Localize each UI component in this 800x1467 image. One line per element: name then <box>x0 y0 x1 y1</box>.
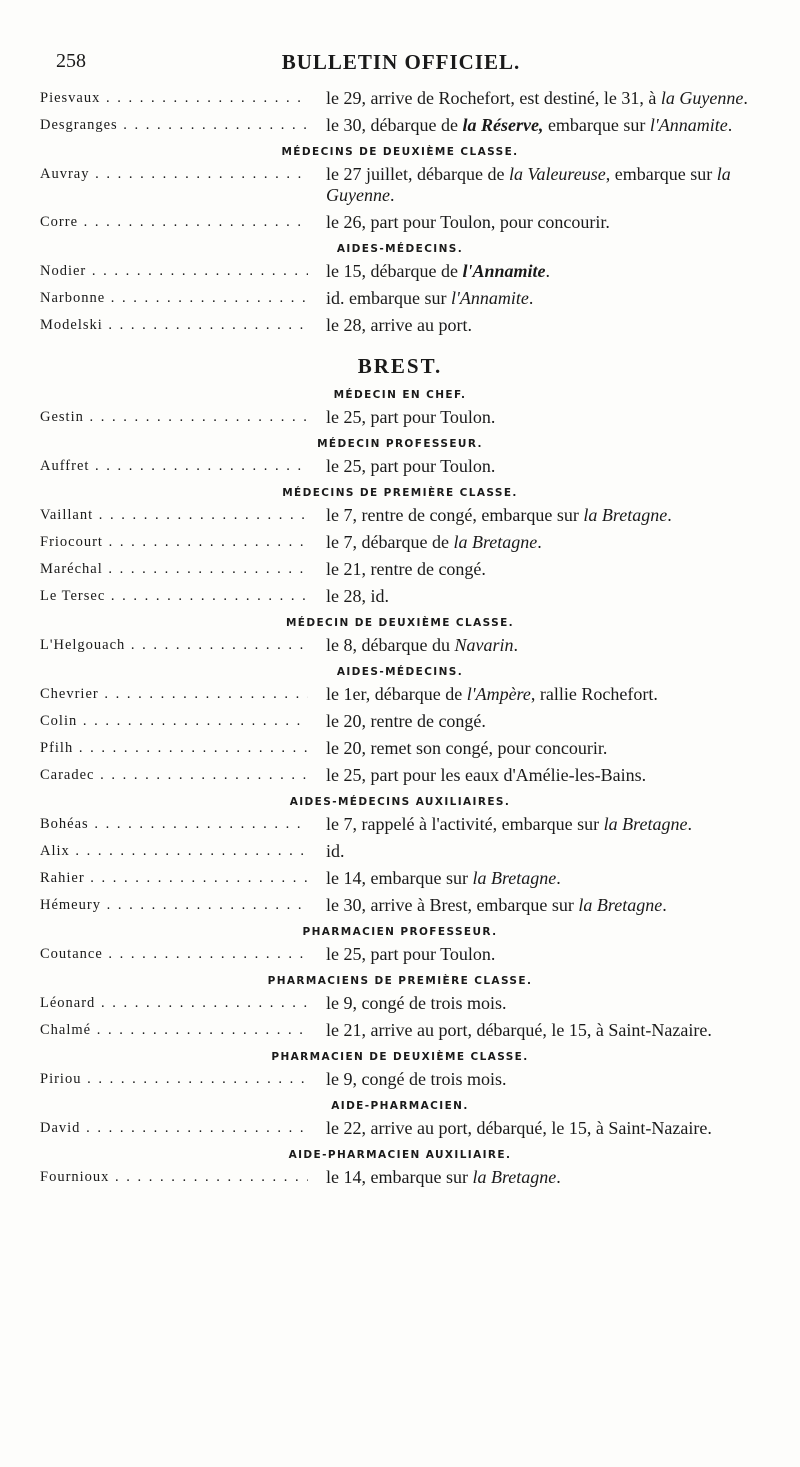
entry-text-part: le 28, arrive au port. <box>326 315 472 335</box>
entry-text-part: . <box>545 261 550 281</box>
ship-name: la Guyenne <box>326 164 731 205</box>
section-heading: MÉDECIN EN CHEF. <box>333 389 467 401</box>
personnel-entry <box>40 407 760 428</box>
section-heading: PHARMACIENS DE PREMIÈRE CLASSE. <box>267 975 533 987</box>
entry-text <box>326 993 760 1014</box>
entry-text-part: . <box>662 895 667 915</box>
entry-text <box>326 164 760 206</box>
entry-text-part: le 9, congé de trois mois. <box>326 993 507 1013</box>
ship-name: l'Ampère <box>466 684 531 704</box>
section-heading: AIDE-PHARMACIEN. <box>331 1100 469 1112</box>
entry-text-part: le 30, arrive à Brest, embarque sur <box>326 895 579 915</box>
entry-text-part: le 15, débarque de <box>326 261 463 281</box>
personnel-entry <box>40 993 760 1014</box>
entry-text <box>326 635 760 656</box>
entry-text-part: . <box>687 814 692 834</box>
personnel-entry <box>40 586 760 607</box>
personnel-entry <box>40 738 760 759</box>
ship-name: Navarin <box>454 635 514 655</box>
personnel-entry <box>40 88 760 109</box>
officer-name: Chalmé . . . <box>40 1020 308 1041</box>
personnel-entry <box>40 895 760 916</box>
entry-text <box>326 505 760 526</box>
entry-text <box>326 841 760 862</box>
entry-text <box>326 1020 760 1041</box>
entry-text <box>326 814 760 835</box>
personnel-entry <box>40 711 760 732</box>
entry-text <box>326 212 760 233</box>
entry-text-part: le 9, congé de trois mois. <box>326 1069 507 1089</box>
ship-name: la Bretagne <box>578 895 663 915</box>
personnel-entry <box>40 1167 760 1188</box>
entry-text-part: . <box>556 868 561 888</box>
officer-name: Pfilh . . . <box>40 738 308 759</box>
officer-name: Coutance . . . <box>40 944 308 965</box>
officer-name: Modelski . . . <box>40 315 308 336</box>
entry-text-part: le 25, part pour les eaux d'Amélie-les-Bains. <box>326 765 647 785</box>
officer-name: Auvray . . . <box>40 164 308 185</box>
personnel-entry <box>40 261 760 282</box>
page-number: 258 <box>56 50 86 72</box>
entry-text-part: . <box>727 115 733 135</box>
officer-name: Friocourt . . . <box>40 532 308 553</box>
personnel-entry <box>40 841 760 862</box>
entry-text-part: le 25, part pour Toulon. <box>326 944 496 964</box>
ship-name: l'Annamite <box>649 115 728 135</box>
entry-text-part: . <box>556 1167 561 1187</box>
entry-text-part: le 21, arrive au port, débarqué, le 15, à Saint-Nazaire. <box>326 1020 712 1040</box>
entry-text <box>326 115 760 136</box>
entry-text <box>326 1069 760 1090</box>
entry-text-part: le 14, embarque sur <box>326 868 473 888</box>
entry-text-part: . <box>537 532 542 552</box>
section-heading: AIDE-PHARMACIEN AUXILIAIRE. <box>288 1149 512 1161</box>
officer-name: Auffret . . . <box>40 456 308 477</box>
personnel-entry <box>40 456 760 477</box>
entry-text-part: , rallie Rochefort. <box>530 684 658 704</box>
entry-text <box>326 895 760 916</box>
entry-text-part: id. <box>326 841 345 861</box>
section-heading: MÉDECIN DE DEUXIÈME CLASSE. <box>285 617 515 629</box>
personnel-entry <box>40 1118 760 1139</box>
personnel-entry <box>40 635 760 656</box>
entry-text <box>326 407 760 428</box>
entry-text-part: le 21, rentre de congé. <box>326 559 486 579</box>
officer-name: Corre . . . <box>40 212 308 233</box>
section-heading: PHARMACIEN PROFESSEUR. <box>302 926 498 938</box>
personnel-entry <box>40 288 760 309</box>
officer-name: Gestin . . . <box>40 407 308 428</box>
section-heading: PHARMACIEN DE DEUXIÈME CLASSE. <box>271 1051 529 1063</box>
personnel-entry <box>40 1069 760 1090</box>
officer-name: Narbonne . . . <box>40 288 308 309</box>
document-body <box>40 88 760 1194</box>
entry-text <box>326 586 760 607</box>
personnel-entry <box>40 164 760 206</box>
entry-text-part: le 14, embarque sur <box>326 1167 473 1187</box>
entry-text <box>326 711 760 732</box>
personnel-entry <box>40 532 760 553</box>
officer-name: Hémeury . . . <box>40 895 308 916</box>
officer-name: Le Tersec . . . <box>40 586 308 607</box>
section-heading: MÉDECINS DE DEUXIÈME CLASSE. <box>281 146 519 158</box>
ship-name: l'Annamite <box>450 288 529 308</box>
entry-text-part: le 30, débarque de <box>326 115 463 135</box>
section-heading: AIDES-MÉDECINS AUXILIAIRES. <box>289 796 511 808</box>
entry-text-part: le 1er, débarque de <box>326 684 467 704</box>
personnel-entry <box>40 115 760 136</box>
entry-text-part: le 7, rappelé à l'activité, embarque sur <box>326 814 604 834</box>
officer-name: Fournioux . . . <box>40 1167 308 1188</box>
entry-text <box>326 1167 760 1188</box>
entry-text-part: le 20, rentre de congé. <box>326 711 486 731</box>
personnel-entry <box>40 315 760 336</box>
entry-text <box>326 559 760 580</box>
entry-text-part: le 25, part pour Toulon. <box>326 456 496 476</box>
entry-text-part: , embarque sur <box>605 164 717 184</box>
entry-text-part: le 7, rentre de congé, embarque sur <box>326 505 584 525</box>
personnel-entry <box>40 505 760 526</box>
entry-text-part: le 27 juillet, débarque de <box>326 164 509 184</box>
entry-text <box>326 261 760 282</box>
section-heading: AIDES-MÉDECINS. <box>336 243 464 255</box>
running-title: BULLETIN OFFICIEL. <box>281 50 521 74</box>
entry-text <box>326 315 760 336</box>
entry-text-part: . <box>667 505 672 525</box>
entry-text <box>326 288 760 309</box>
personnel-entry <box>40 814 760 835</box>
ship-name: l'Annamite <box>462 261 546 281</box>
ship-name: la Bretagne <box>603 814 688 834</box>
ship-name: la Bretagne <box>472 1167 557 1187</box>
entry-text <box>326 684 760 705</box>
entry-text-part: le 25, part pour Toulon. <box>326 407 496 427</box>
entry-text <box>326 944 760 965</box>
entry-text-part: . <box>528 288 534 308</box>
entry-text <box>326 456 760 477</box>
personnel-entry <box>40 684 760 705</box>
officer-name: Desgranges . . . <box>40 115 308 136</box>
officer-name: L'Helgouach . . . <box>40 635 308 656</box>
entry-text <box>326 868 760 889</box>
officer-name: Piesvaux . . . <box>40 88 308 109</box>
officer-name: David . . . <box>40 1118 308 1139</box>
section-heading: AIDES-MÉDECINS. <box>336 666 464 678</box>
entry-text-part: le 8, débarque du <box>326 635 455 655</box>
personnel-entry <box>40 1020 760 1041</box>
officer-name: Alix . . . <box>40 841 308 862</box>
entry-text-part: le 20, remet son congé, pour concourir. <box>326 738 608 758</box>
officer-name: Vaillant . . . <box>40 505 308 526</box>
officer-name: Nodier . . . <box>40 261 308 282</box>
entry-text-part: le 26, part pour Toulon, pour concourir. <box>326 212 610 232</box>
personnel-entry <box>40 212 760 233</box>
ship-name: la Bretagne <box>453 532 538 552</box>
entry-text-part: . <box>743 88 748 108</box>
city-heading: BREST. <box>357 354 443 378</box>
entry-text-part: le 7, débarque de <box>326 532 454 552</box>
ship-name: la Guyenne <box>660 88 744 108</box>
officer-name: Colin . . . <box>40 711 308 732</box>
entry-text <box>326 88 760 109</box>
section-heading: MÉDECINS DE PREMIÈRE CLASSE. <box>282 487 518 499</box>
officer-name: Maréchal . . . <box>40 559 308 580</box>
ship-name: la Valeureuse <box>508 164 606 184</box>
ship-name: la Bretagne <box>583 505 668 525</box>
entry-text-part: id. embarque sur <box>326 288 451 308</box>
entry-text-part: . <box>513 635 518 655</box>
personnel-entry <box>40 868 760 889</box>
personnel-entry <box>40 944 760 965</box>
officer-name: Piriou . . . <box>40 1069 308 1090</box>
entry-text <box>326 765 760 786</box>
entry-text <box>326 532 760 553</box>
page-header <box>56 50 746 80</box>
entry-text-part: le 28, id. <box>326 586 389 606</box>
ship-name: la Réserve, <box>462 115 544 135</box>
entry-text-part: le 29, arrive de Rochefort, est destiné, le 31, à <box>326 88 661 108</box>
officer-name: Caradec . . . <box>40 765 308 786</box>
entry-text-part: embarque sur <box>543 115 650 135</box>
officer-name: Rahier . . . <box>40 868 308 889</box>
entry-text-part: . <box>389 185 395 205</box>
entry-text <box>326 738 760 759</box>
entry-text <box>326 1118 760 1139</box>
officer-name: Léonard . . . <box>40 993 308 1014</box>
personnel-entry <box>40 765 760 786</box>
ship-name: la Bretagne <box>472 868 557 888</box>
section-heading: MÉDECIN PROFESSEUR. <box>317 438 483 450</box>
personnel-entry <box>40 559 760 580</box>
officer-name: Bohéas . . . <box>40 814 308 835</box>
entry-text-part: le 22, arrive au port, débarqué, le 15, à Saint-Nazaire. <box>326 1118 712 1138</box>
officer-name: Chevrier . . . <box>40 684 308 705</box>
